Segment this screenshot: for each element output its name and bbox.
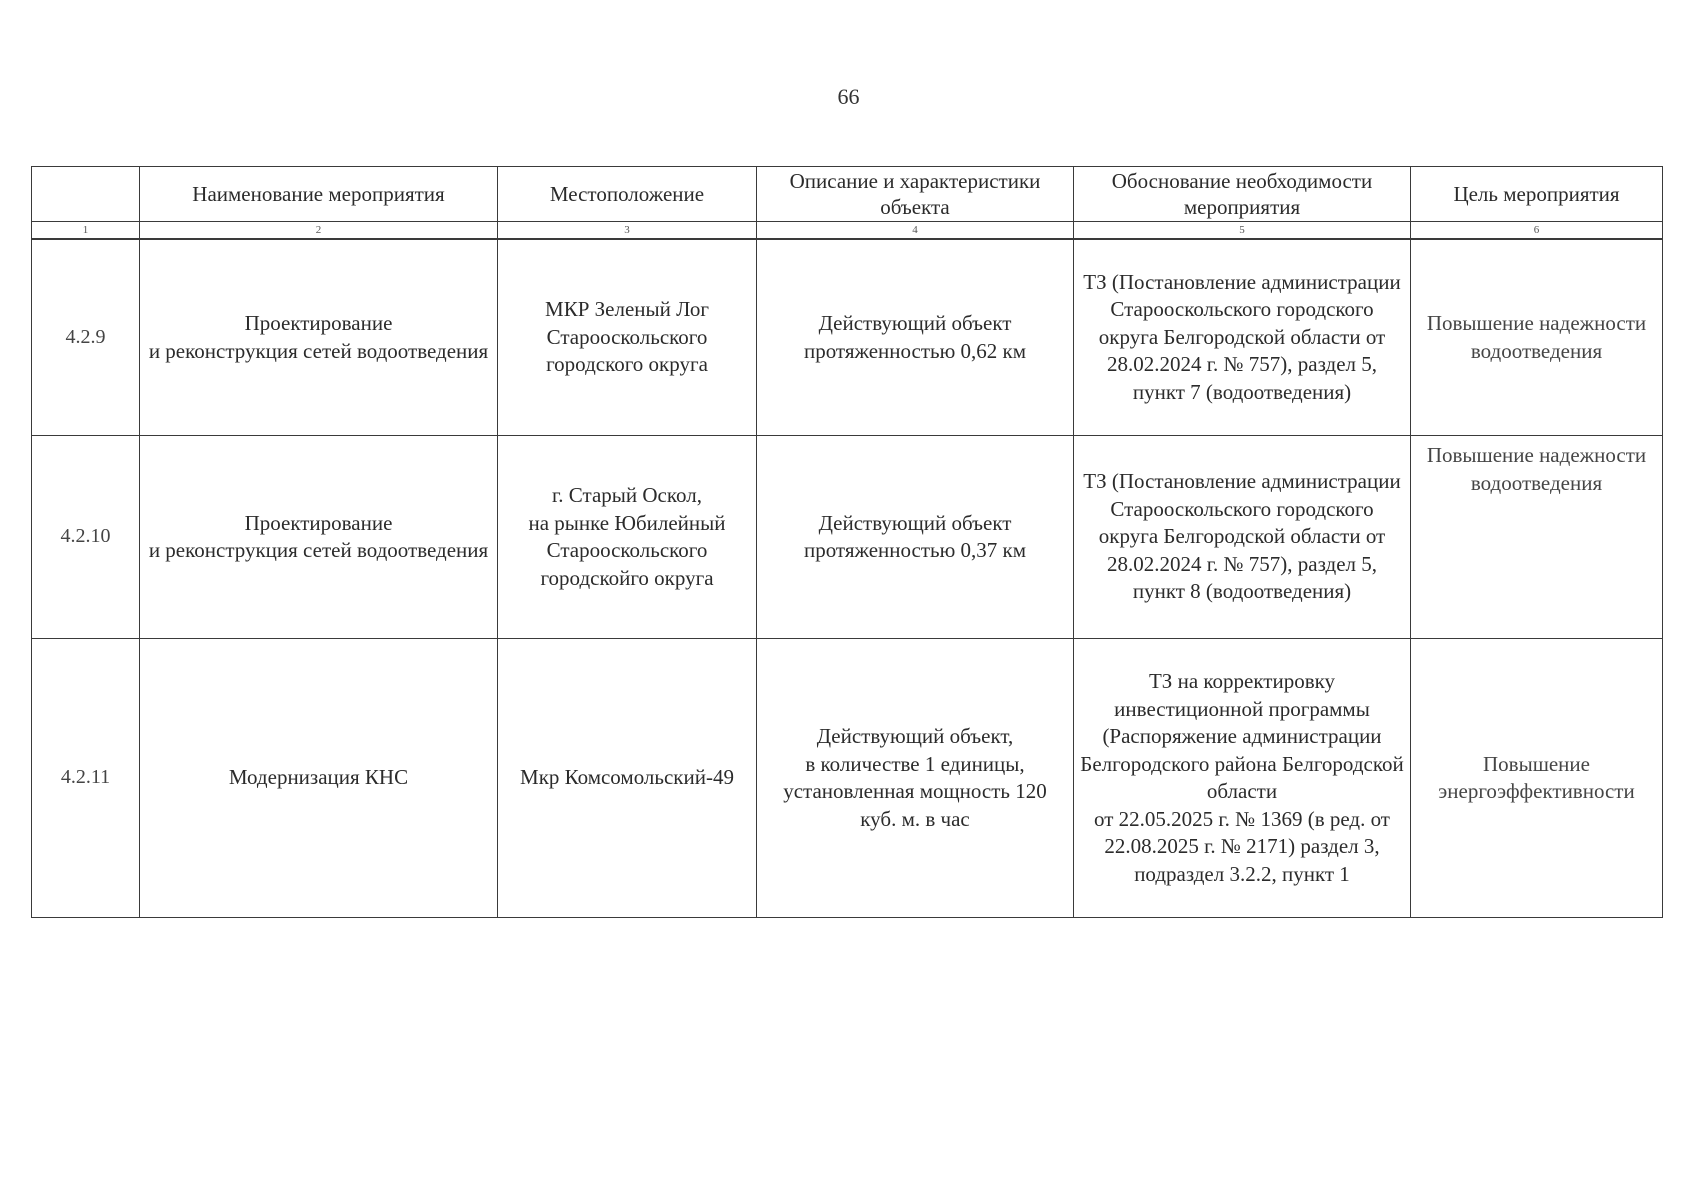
header-number bbox=[32, 167, 140, 222]
column-number: 6 bbox=[1411, 222, 1663, 240]
header-location: Местоположение bbox=[498, 167, 757, 222]
measure-description: Действующий объект, в количестве 1 единицы, установленная мощность 120 куб. м. в час bbox=[757, 639, 1074, 918]
measure-name: Модернизация КНС bbox=[140, 639, 498, 918]
column-number: 3 bbox=[498, 222, 757, 240]
row-number: 4.2.9 bbox=[32, 239, 140, 436]
header-goal: Цель мероприятия bbox=[1411, 167, 1663, 222]
table-header-row bbox=[32, 167, 1663, 222]
column-numbers-row bbox=[32, 222, 1663, 240]
table-row bbox=[32, 436, 1663, 639]
measure-justification: ТЗ на корректировку инвестиционной программы (Распоряжение администрации Белгородского района Белгородской области от 22.05.2025 г. № 1369 (в ред. от 22.08.2025 г. № 2171) раздел 3, подраздел 3.2.2, пункт 1 bbox=[1074, 639, 1411, 918]
table-row bbox=[32, 239, 1663, 436]
measure-goal: Повышение надежности водоотведения bbox=[1411, 239, 1663, 436]
row-number: 4.2.10 bbox=[32, 436, 140, 639]
measure-name: Проектирование и реконструкция сетей водоотведения bbox=[140, 239, 498, 436]
column-number: 4 bbox=[757, 222, 1074, 240]
measure-description: Действующий объект протяженностью 0,37 км bbox=[757, 436, 1074, 639]
column-number: 2 bbox=[140, 222, 498, 240]
column-number: 1 bbox=[32, 222, 140, 240]
measure-justification: ТЗ (Постановление администрации Старооскольского городского округа Белгородской области от 28.02.2024 г. № 757), раздел 5, пункт 7 (водоотведения) bbox=[1074, 239, 1411, 436]
row-number: 4.2.11 bbox=[32, 639, 140, 918]
column-number: 5 bbox=[1074, 222, 1411, 240]
header-description: Описание и характеристики объекта bbox=[757, 167, 1074, 222]
measure-description: Действующий объект протяженностью 0,62 км bbox=[757, 239, 1074, 436]
measure-goal: Повышение энергоэффективности bbox=[1411, 639, 1663, 918]
measure-location: МКР Зеленый Лог Старооскольского городского округа bbox=[498, 239, 757, 436]
measure-goal: Повышение надежности водоотведения bbox=[1411, 436, 1663, 639]
measure-location: Мкр Комсомольский-49 bbox=[498, 639, 757, 918]
measure-justification: ТЗ (Постановление администрации Старооскольского городского округа Белгородской области от 28.02.2024 г. № 757), раздел 5, пункт 8 (водоотведения) bbox=[1074, 436, 1411, 639]
header-name: Наименование мероприятия bbox=[140, 167, 498, 222]
table-row bbox=[32, 639, 1663, 918]
page-number: 66 bbox=[837, 84, 860, 109]
measures-table bbox=[31, 166, 1663, 918]
measure-name: Проектирование и реконструкция сетей водоотведения bbox=[140, 436, 498, 639]
measure-location: г. Старый Оскол, на рынке Юбилейный Старооскольского городскойго округа bbox=[498, 436, 757, 639]
header-justification: Обоснование необходимости мероприятия bbox=[1074, 167, 1411, 222]
